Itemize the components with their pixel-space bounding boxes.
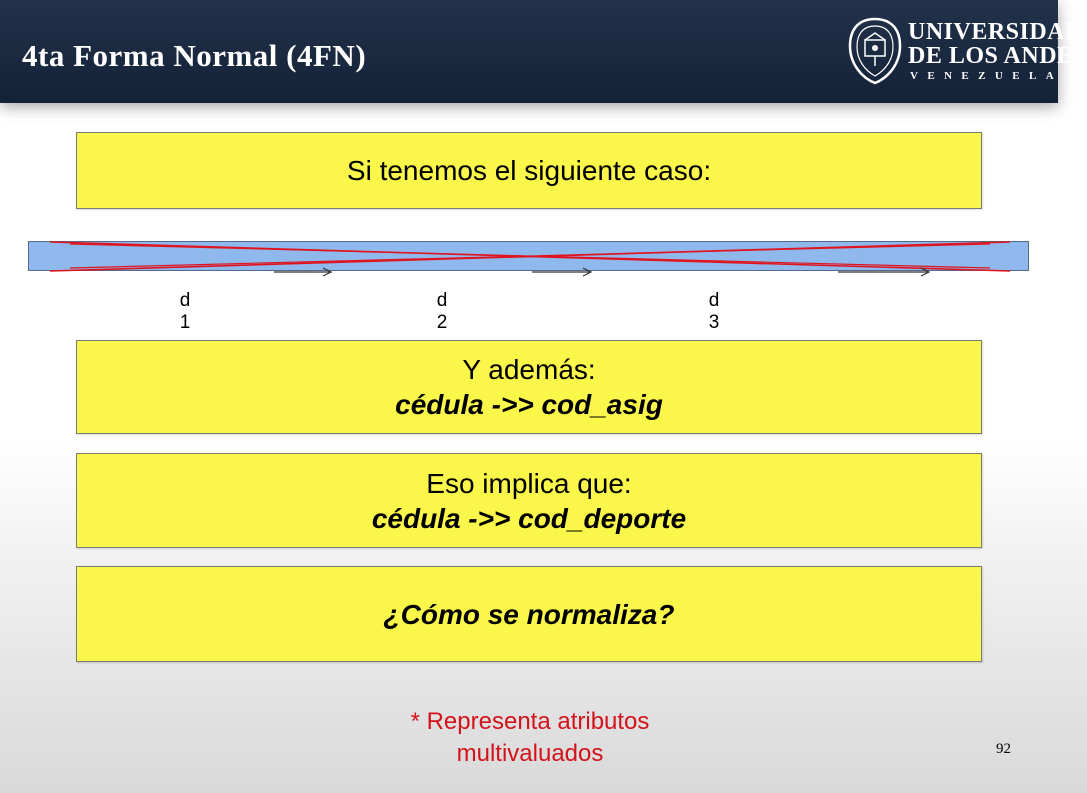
page-number: 92 [996,741,1011,757]
implies-heading: Eso implica que: [426,467,632,499]
case-text: Si tenemos el siguiente caso: [346,155,712,186]
university-logo [846,14,1087,94]
also-heading: Y además: [462,354,596,385]
implies-dependency: cédula ->> cod_deporte [371,502,687,534]
slide-title: 4ta Forma Normal (4FN) [22,38,367,73]
dependency-letter: d [436,290,448,311]
dependency-label-d1 [175,290,195,334]
implies-box [76,453,982,548]
slide-header [0,0,1087,103]
logo-line-universidad: UNIVERSIDAD [908,19,1083,45]
dependency-number: 1 [179,312,191,333]
dependency-number: 3 [708,312,720,333]
note-line-1: * Representa atributos [410,708,650,735]
dependency-letter: d [179,290,191,311]
note-line-2: multivaluados [456,740,604,768]
question-box [76,566,982,662]
dependency-label-d3 [704,290,724,334]
dependency-number: 2 [436,312,448,333]
multivalued-note [330,706,730,771]
logo-line-de-los-andes: DE LOS ANDES [908,43,1087,69]
relation-table-strip [28,241,1029,271]
question-text: ¿Cómo se normaliza? [383,598,675,630]
case-box [76,132,982,209]
university-seal-icon [846,16,904,86]
dependency-label-d2 [432,290,452,334]
also-dependency: cédula ->> cod_asig [395,389,663,420]
dependency-letter: d [708,290,720,311]
logo-line-venezuela: VENEZUELA [910,70,1064,82]
also-box [76,340,982,434]
